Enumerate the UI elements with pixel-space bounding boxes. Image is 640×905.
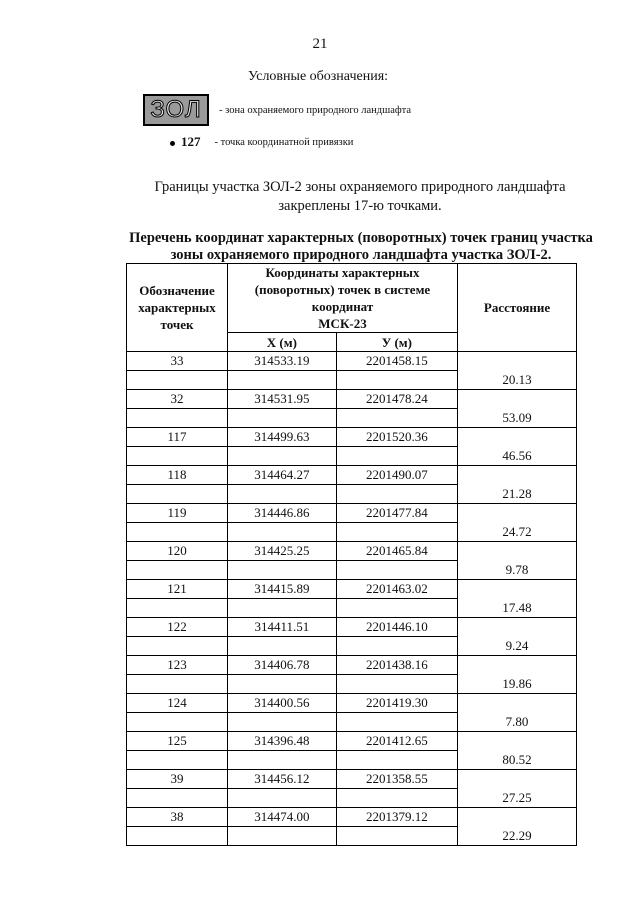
empty-cell xyxy=(127,675,228,694)
empty-cell xyxy=(127,637,228,656)
x-cell: 314425.25 xyxy=(228,542,337,561)
zone-symbol: ЗОЛ xyxy=(143,94,209,126)
distance-cell: 53.09 xyxy=(458,409,577,428)
point-marker xyxy=(170,134,201,150)
table-row-distance xyxy=(127,447,577,466)
table-row xyxy=(127,428,577,447)
y-cell: 2201463.02 xyxy=(336,580,457,599)
empty-cell xyxy=(127,561,228,580)
empty-cell xyxy=(228,371,337,390)
table-row xyxy=(127,656,577,675)
distance-cell: 46.56 xyxy=(458,447,577,466)
table-row xyxy=(127,770,577,789)
y-cell: 2201438.16 xyxy=(336,656,457,675)
empty-cell xyxy=(228,485,337,504)
coordinates-list-title xyxy=(96,230,626,264)
y-cell: 2201412.65 xyxy=(336,732,457,751)
empty-cell xyxy=(127,523,228,542)
distance-spacer-cell xyxy=(458,732,577,751)
empty-cell xyxy=(228,599,337,618)
empty-cell xyxy=(228,751,337,770)
distance-cell: 22.29 xyxy=(458,827,577,846)
distance-cell: 17.48 xyxy=(458,599,577,618)
empty-cell xyxy=(228,523,337,542)
x-cell: 314446.86 xyxy=(228,504,337,523)
table-row-distance xyxy=(127,409,577,428)
y-cell: 2201446.10 xyxy=(336,618,457,637)
empty-cell xyxy=(127,827,228,846)
distance-spacer-cell xyxy=(458,808,577,827)
page-number: 21 xyxy=(312,36,328,52)
empty-cell xyxy=(127,371,228,390)
header-point xyxy=(127,264,228,352)
empty-cell xyxy=(336,751,457,770)
statement-line-2: закреплены 17-ю точками. xyxy=(278,198,442,214)
coordinates-table xyxy=(126,263,577,846)
empty-cell xyxy=(127,789,228,808)
table-row-distance xyxy=(127,485,577,504)
empty-cell xyxy=(336,675,457,694)
x-cell: 314396.48 xyxy=(228,732,337,751)
distance-cell: 24.72 xyxy=(458,523,577,542)
y-cell: 2201465.84 xyxy=(336,542,457,561)
table-row-distance xyxy=(127,675,577,694)
distance-spacer-cell xyxy=(458,580,577,599)
empty-cell xyxy=(336,447,457,466)
y-cell: 2201490.07 xyxy=(336,466,457,485)
y-cell: 2201520.36 xyxy=(336,428,457,447)
empty-cell xyxy=(336,371,457,390)
legend-zone-row xyxy=(143,94,411,126)
table-row xyxy=(127,504,577,523)
distance-cell: 7.80 xyxy=(458,713,577,732)
point-cell: 38 xyxy=(127,808,228,827)
distance-spacer-cell xyxy=(458,390,577,409)
table-row-distance xyxy=(127,751,577,770)
statement-line-1: Границы участка ЗОЛ-2 зоны охраняемого природного ландшафта xyxy=(154,179,566,195)
x-cell: 314400.56 xyxy=(228,694,337,713)
distance-spacer-cell xyxy=(458,504,577,523)
point-cell: 121 xyxy=(127,580,228,599)
y-cell: 2201358.55 xyxy=(336,770,457,789)
table-row-distance xyxy=(127,637,577,656)
point-cell: 39 xyxy=(127,770,228,789)
point-cell: 33 xyxy=(127,352,228,371)
boundary-statement xyxy=(100,178,620,216)
table-row xyxy=(127,466,577,485)
table-row-distance xyxy=(127,371,577,390)
empty-cell xyxy=(336,409,457,428)
distance-cell: 9.78 xyxy=(458,561,577,580)
point-cell: 125 xyxy=(127,732,228,751)
coordinates-table-body xyxy=(127,352,577,846)
table-row-distance xyxy=(127,561,577,580)
list-title-line-2: зоны охраняемого природного ландшафта участка ЗОЛ-2. xyxy=(170,247,552,263)
y-cell: 2201477.84 xyxy=(336,504,457,523)
distance-cell: 20.13 xyxy=(458,371,577,390)
legend-point-row xyxy=(170,134,353,150)
header-point-line-1: Обозначение xyxy=(139,283,215,298)
table-row xyxy=(127,732,577,751)
empty-cell xyxy=(228,789,337,808)
empty-cell xyxy=(228,561,337,580)
legend-title: Условные обозначения: xyxy=(248,69,389,84)
distance-spacer-cell xyxy=(458,618,577,637)
list-title-line-1: Перечень координат характерных (поворотных) точек границ участка xyxy=(129,230,593,246)
x-cell: 314499.63 xyxy=(228,428,337,447)
header-x: Х (м) xyxy=(228,333,337,352)
table-row xyxy=(127,390,577,409)
empty-cell xyxy=(336,561,457,580)
table-row xyxy=(127,618,577,637)
empty-cell xyxy=(336,599,457,618)
distance-cell: 80.52 xyxy=(458,751,577,770)
x-cell: 314533.19 xyxy=(228,352,337,371)
empty-cell xyxy=(127,599,228,618)
table-row-distance xyxy=(127,827,577,846)
empty-cell xyxy=(127,713,228,732)
table-row-distance xyxy=(127,713,577,732)
table-row xyxy=(127,542,577,561)
empty-cell xyxy=(336,637,457,656)
x-cell: 314474.00 xyxy=(228,808,337,827)
point-cell: 124 xyxy=(127,694,228,713)
point-description: - точка координатной привязки xyxy=(214,136,354,148)
empty-cell xyxy=(228,675,337,694)
table-row xyxy=(127,808,577,827)
empty-cell xyxy=(127,409,228,428)
distance-spacer-cell xyxy=(458,466,577,485)
empty-cell xyxy=(127,447,228,466)
header-y: У (м) xyxy=(336,333,457,352)
table-row xyxy=(127,352,577,371)
empty-cell xyxy=(336,713,457,732)
x-cell: 314415.89 xyxy=(228,580,337,599)
header-coords-line-2: (поворотных) точек в системе xyxy=(254,282,431,297)
empty-cell xyxy=(336,523,457,542)
point-cell: 120 xyxy=(127,542,228,561)
distance-cell: 27.25 xyxy=(458,789,577,808)
empty-cell xyxy=(336,485,457,504)
distance-spacer-cell xyxy=(458,428,577,447)
x-cell: 314531.95 xyxy=(228,390,337,409)
distance-spacer-cell xyxy=(458,656,577,675)
point-cell: 117 xyxy=(127,428,228,447)
header-coordinates xyxy=(228,264,458,333)
x-cell: 314406.78 xyxy=(228,656,337,675)
y-cell: 2201419.30 xyxy=(336,694,457,713)
point-dot-icon xyxy=(170,141,175,146)
point-cell: 119 xyxy=(127,504,228,523)
point-marker-label: 127 xyxy=(181,134,201,149)
x-cell: 314464.27 xyxy=(228,466,337,485)
empty-cell xyxy=(127,751,228,770)
empty-cell xyxy=(228,713,337,732)
distance-cell: 21.28 xyxy=(458,485,577,504)
distance-cell: 19.86 xyxy=(458,675,577,694)
x-cell: 314411.51 xyxy=(228,618,337,637)
empty-cell xyxy=(336,827,457,846)
empty-cell xyxy=(228,409,337,428)
header-point-line-3: точек xyxy=(160,317,194,332)
point-cell: 123 xyxy=(127,656,228,675)
header-coords-line-1: Координаты характерных xyxy=(265,265,420,280)
empty-cell xyxy=(228,827,337,846)
empty-cell xyxy=(228,447,337,466)
header-distance: Расстояние xyxy=(458,264,577,352)
distance-spacer-cell xyxy=(458,352,577,371)
table-row-distance xyxy=(127,599,577,618)
distance-cell: 9.24 xyxy=(458,637,577,656)
table-row-distance xyxy=(127,523,577,542)
zone-description: - зона охраняемого природного ландшафта xyxy=(219,104,412,116)
x-cell: 314456.12 xyxy=(228,770,337,789)
table-row-distance xyxy=(127,789,577,808)
empty-cell xyxy=(228,637,337,656)
distance-spacer-cell xyxy=(458,542,577,561)
empty-cell xyxy=(336,789,457,808)
table-row xyxy=(127,580,577,599)
y-cell: 2201478.24 xyxy=(336,390,457,409)
header-coords-line-3: координат xyxy=(311,299,374,314)
distance-spacer-cell xyxy=(458,770,577,789)
empty-cell xyxy=(127,485,228,504)
y-cell: 2201379.12 xyxy=(336,808,457,827)
y-cell: 2201458.15 xyxy=(336,352,457,371)
point-cell: 118 xyxy=(127,466,228,485)
point-cell: 32 xyxy=(127,390,228,409)
point-cell: 122 xyxy=(127,618,228,637)
header-coords-line-4: МСК-23 xyxy=(318,316,367,331)
header-point-line-2: характерных xyxy=(138,300,216,315)
distance-spacer-cell xyxy=(458,694,577,713)
table-row xyxy=(127,694,577,713)
